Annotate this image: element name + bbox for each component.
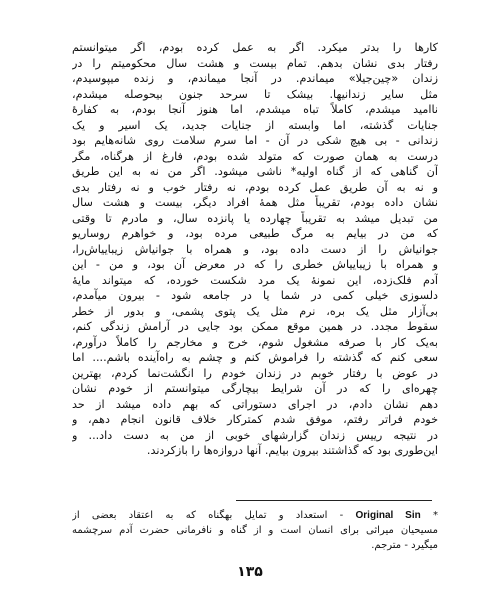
text-line: رفتار بدی نشان بدهم. تمام بیست و هشت سال محکومیتم را در <box>72 56 438 70</box>
footnote-marker: * <box>432 510 438 521</box>
text-line: مثل سایر زندانیها. بیشک تا سرحد جنون بیحوصله میشدم، <box>72 87 438 101</box>
text-line: به‌یک کار با صرفه مشغول شوم، خرج و مخارجم را کاملاً درآورم، <box>72 335 438 349</box>
text-line: زندان «چین‌جیلا» میماندم. در آنجا میماندم، و زنده میپوسیدم، <box>72 72 438 85</box>
text-line: جوانیاش را از دست داده بود، و همراه با جوانیاش زیباییاش‌را، <box>72 242 438 256</box>
text-line: سعی کنم که گذشته را فراموش کنم و چشم به راه‌آینده باشم.... اما <box>72 351 438 364</box>
text-line: دلسوزی خیلی کمی در شما یا در جامعه شود - بیرون میآمدم، <box>72 289 438 302</box>
text-line: کارها را بدتر میکرد. اگر به عمل کرده بودم، اگر میتوانستم <box>72 41 438 54</box>
text-line: چهره‌ای را که در آن شرایط بیچارگی میتوانستم از خودم نشان <box>72 382 438 395</box>
footnote-line <box>72 508 438 523</box>
text-line: درست به همان صورت که متولد شده بودم، فارغ از هرگناه، مگر <box>72 149 438 163</box>
text-line: بی‌آزار مثل یک بره، نرم مثل یک پتوی پشمی، و بدور از خطر <box>72 304 438 318</box>
footnote <box>72 508 438 553</box>
page-number: ۱۳۵ <box>237 564 263 580</box>
text-line: آدم فلک‌زده، این نمونهٔ یک مرد شکست خورده، که میتواند مایهٔ <box>72 273 438 287</box>
text-line: و همراه با زیباییاش خطری را که در معرض آن بود، و من - این <box>72 258 438 271</box>
text-line: خودم فراتر رفتم، موفق شدم کمترکار خلاف قانون انجام دهم، و <box>72 413 438 426</box>
text-line: سقوط مجدد. در همین موقع ممکن بود جایی در آرامش زندگی کنم، <box>72 320 438 333</box>
text-line: و نه به آن طریق عمل کرده بودم، نه رفتار خوب و نه رفتار بدی <box>72 180 438 194</box>
body-text <box>72 40 438 459</box>
text-line: آن گناهی که از گناه اولیه* ناشی میشود. اگر من نه به این طریق <box>72 165 438 178</box>
text-line: نشان داده بودم، تقریباً مثل همهٔ افراد دیگر، بیست و هشت سال <box>72 196 438 209</box>
text-line: در عوض با رفتار خوبم در زندان خودم را انگشت‌نما کردم، بهترین <box>72 366 438 380</box>
text-line: من تبدیل میشد به تقریباً چهارده یا پانزده سال، و مادرم تا وقتی <box>72 211 438 225</box>
text-line: در نتیجه رییس زندان گزارشهای خوبی از من به دست داد... و <box>72 428 438 442</box>
footnote-term: Original Sin <box>355 510 421 521</box>
text-line: که من در بیایم به مرگ طبیعی مرده بود، و خواهرم روساریو <box>72 227 438 240</box>
text-line: دهم نشان دادم، در اجرای دستوراتی که بهم داده میشد از حد <box>72 397 438 411</box>
footnote-text: - استعداد و تمایل بهگناه که به اعتقاد بعضی از <box>72 510 344 521</box>
footnote-line: مسیحیان میراثی برای انسان است و از گناه و نافرمانی حضرت آدم سرچشمه <box>72 525 438 536</box>
text-line: جنایات گذشته، اما وابسته از جنایات جدید، یک اسیر و یک <box>72 118 438 132</box>
text-line: ناامید میشدم، کاملاً تباه میشدم، اما هنوز آنجا بودم، به کفارهٔ <box>72 103 438 116</box>
text-line: زندانی - بی هیچ شکی در آن - اما سرم سلامت روی شانه‌هایم بود <box>72 134 438 147</box>
footnote-line: میگیرد - مترجم. <box>371 540 438 551</box>
footnote-divider <box>236 500 432 501</box>
text-line: این‌طوری بود که گذاشتند بیرون بیایم. آنها دروازه‌ها را بازکردند. <box>146 444 438 457</box>
